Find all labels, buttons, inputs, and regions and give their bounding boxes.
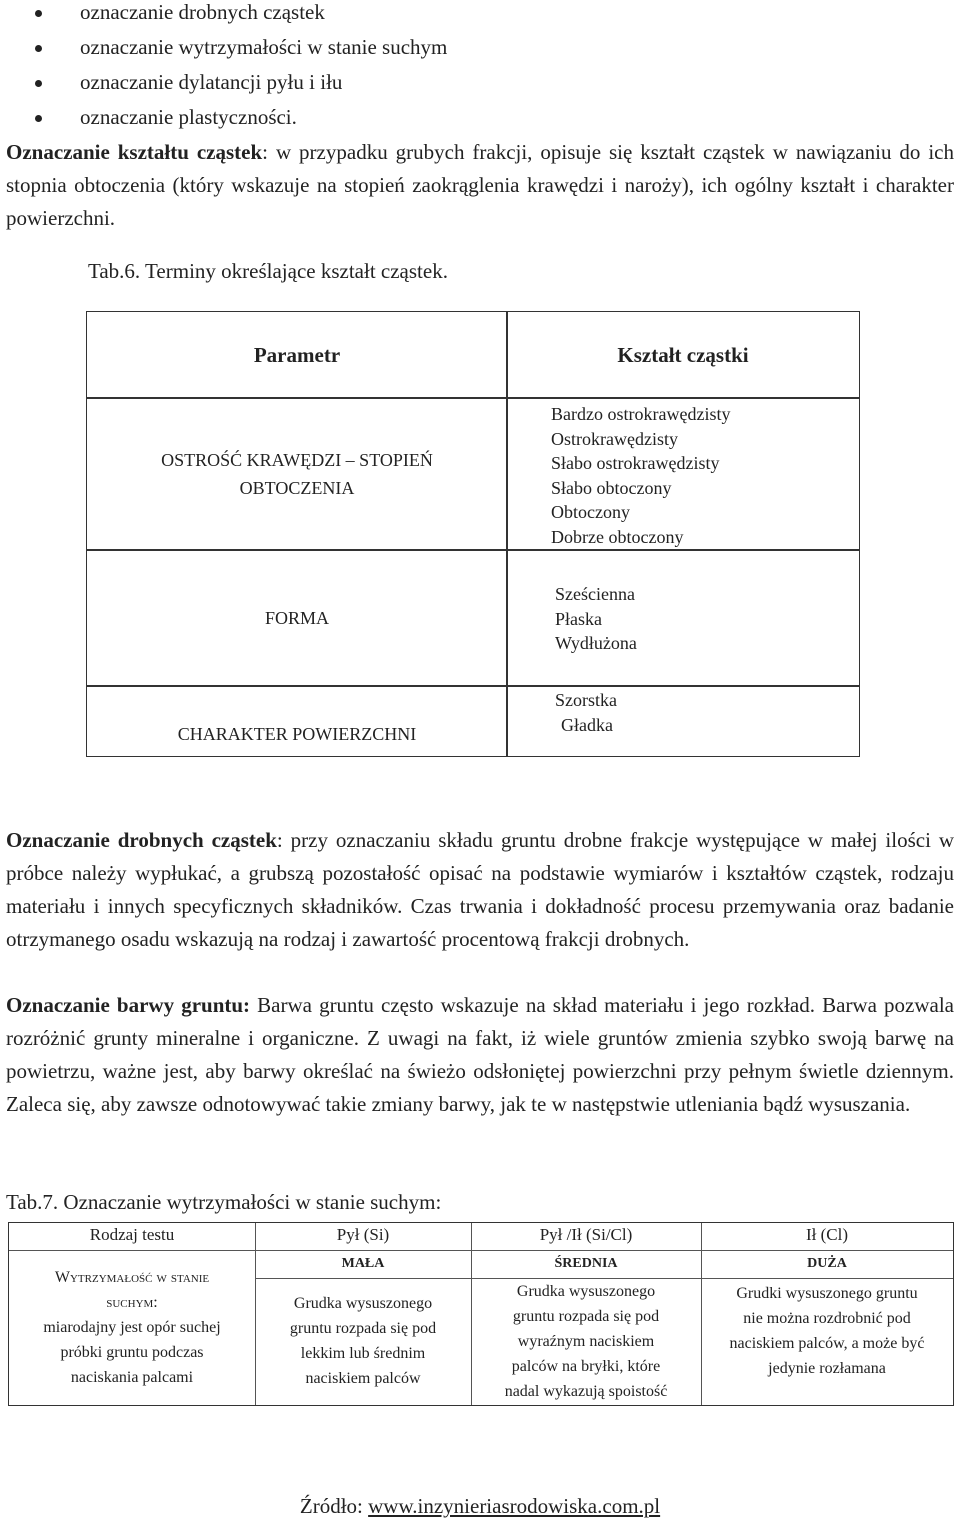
table-header: Ił (Cl) bbox=[805, 1225, 849, 1244]
value-item: Szorstka bbox=[555, 690, 617, 710]
table-row-values bbox=[506, 549, 860, 687]
value-item: Słabo obtoczony bbox=[551, 477, 672, 498]
bullet-list bbox=[0, 0, 960, 136]
list-item bbox=[0, 31, 960, 66]
list-item bbox=[0, 0, 960, 31]
fine-paragraph bbox=[6, 824, 954, 956]
table-row-param bbox=[86, 397, 508, 551]
dry-strength-table bbox=[8, 1222, 954, 1406]
cell-line: próbki gruntu podczas bbox=[60, 1344, 204, 1361]
source-label: Źródło: bbox=[299, 1494, 369, 1518]
bullet-icon bbox=[35, 45, 42, 52]
list-item-label: oznaczanie plastyczności. bbox=[80, 105, 297, 129]
paragraph-text: Barwa gruntu często wskazuje na skład materiału i jego rozkład. Barwa pozwala rozróżnić grunty mineralne i organiczne. Z uwagi na fakt, iż wiele gruntów zmienia szybko swoją barwę na powietrzu, ważne jest, aby barwy określać na świeżo odsłoniętej powierzchni przy pełnym świetle dziennym. Zaleca się, aby zawsze odnotowywać takie zmiany barwy, jak te w następstwie utleniania bądź wysuszania. bbox=[6, 993, 954, 1116]
cell-line: Wytrzymałość w stanie bbox=[54, 1269, 210, 1286]
table6-caption: Tab.6. Terminy określające kształt cząstek. bbox=[88, 259, 448, 283]
table-header-shape: Kształt cząstki bbox=[506, 311, 860, 399]
cell-line: nadal wykazują spoistość bbox=[504, 1383, 668, 1400]
level-label: MAŁA bbox=[341, 1256, 385, 1271]
paragraph-lead: Oznaczanie kształtu cząstek bbox=[6, 140, 263, 164]
list-item-label: oznaczanie dylatancji pyłu i iłu bbox=[80, 70, 343, 94]
table-header: Rodzaj testu bbox=[89, 1225, 175, 1244]
table-row-param bbox=[86, 685, 508, 757]
cell-line: nie można rozdrobnić pod bbox=[743, 1310, 911, 1327]
param-line: OBTOCZENIA bbox=[239, 478, 355, 498]
cell-line: palców na bryłki, które bbox=[511, 1358, 661, 1375]
table-row-param bbox=[86, 549, 508, 687]
value-item: Ostrokrawędzisty bbox=[551, 428, 678, 449]
param-line: FORMA bbox=[264, 608, 330, 628]
table-header: Pył /Ił (Si/Cl) bbox=[539, 1225, 633, 1244]
cell-line: jedynie rozłamana bbox=[768, 1360, 886, 1377]
cell-line: naciskiem palców, a może być bbox=[729, 1335, 925, 1352]
cell-line: gruntu rozpada się pod bbox=[289, 1320, 437, 1337]
list-item bbox=[0, 66, 960, 101]
param-line: CHARAKTER POWIERZCHNI bbox=[177, 724, 417, 744]
value-item: Gładka bbox=[561, 714, 613, 735]
value-item: Słabo ostrokrawędzisty bbox=[551, 453, 720, 473]
bullet-icon bbox=[35, 115, 42, 122]
paragraph-lead: Oznaczanie barwy gruntu: bbox=[6, 993, 251, 1017]
clay-description bbox=[701, 1281, 953, 1381]
value-item: Wydłużona bbox=[555, 633, 637, 653]
row-divider bbox=[9, 1250, 953, 1251]
list-item-label: oznaczanie drobnych cząstek bbox=[80, 0, 325, 24]
level-label: DUŻA bbox=[807, 1256, 847, 1271]
value-item: Sześcienna bbox=[555, 584, 635, 604]
paragraph-text: : w przypadku grubych frakcji, opisuje się kształt cząstek w nawiązaniu do ich stopnia obtoczenia (który wskazuje na stopień zaokrąglenia krawędzi i naroży), ich ogólny kształt i charakter powierzchni. bbox=[6, 140, 954, 230]
list-item bbox=[0, 101, 960, 136]
cell-line: naciskiem palców bbox=[305, 1370, 421, 1387]
shape-paragraph bbox=[6, 136, 954, 235]
cell-line: wyraźnym naciskiem bbox=[517, 1333, 655, 1350]
table-header: Pył (Si) bbox=[336, 1225, 390, 1244]
level-label: ŚREDNIA bbox=[554, 1256, 618, 1271]
source-link[interactable]: www.inzynieriasrodowiska.com.pl bbox=[368, 1494, 661, 1518]
table-header-param: Parametr bbox=[86, 311, 508, 399]
silt-clay-description bbox=[471, 1279, 701, 1404]
value-item: Obtoczony bbox=[551, 502, 630, 522]
cell-line: naciskania palcami bbox=[70, 1369, 194, 1386]
table7-caption: Tab.7. Oznaczanie wytrzymałości w stanie suchym: bbox=[6, 1190, 442, 1214]
cell-line: suchym: bbox=[106, 1294, 158, 1311]
cell-line: gruntu rozpada się pod bbox=[512, 1308, 660, 1325]
bullet-icon bbox=[35, 10, 42, 17]
cell-line: Grudka wysuszonego bbox=[293, 1295, 433, 1312]
list-item-label: oznaczanie wytrzymałości w stanie suchym bbox=[80, 35, 448, 59]
color-paragraph bbox=[6, 989, 954, 1121]
cell-line: lekkim lub średnim bbox=[300, 1345, 426, 1362]
shape-terms-table bbox=[86, 311, 860, 757]
source-footer bbox=[0, 1494, 960, 1519]
table-row-values bbox=[506, 397, 860, 551]
value-item: Płaska bbox=[555, 608, 602, 629]
bullet-icon bbox=[35, 80, 42, 87]
cell-line: Grudki wysuszonego gruntu bbox=[736, 1285, 918, 1302]
param-line: OSTROŚĆ KRAWĘDZI – STOPIEŃ bbox=[161, 450, 433, 470]
test-description bbox=[9, 1265, 255, 1390]
value-item: Dobrze obtoczony bbox=[551, 526, 684, 547]
table-row-values bbox=[506, 685, 860, 757]
cell-line: Grudka wysuszonego bbox=[516, 1283, 656, 1300]
cell-line: miarodajny jest opór suchej bbox=[43, 1319, 221, 1336]
paragraph-text: : przy oznaczaniu składu gruntu drobne frakcje występujące w małej ilości w próbce należy wypłukać, a grubszą pozostałość opisać na podstawie wymiarów i kształtów cząstek, rodzaju materiału i innych specyficznych składników. Czas trwania i dokładność procesu przemywania oraz badanie otrzymanego osadu wskazują na rodzaj i zawartość procentową frakcji drobnych. bbox=[6, 828, 954, 951]
paragraph-lead: Oznaczanie drobnych cząstek bbox=[6, 828, 277, 852]
silt-description bbox=[255, 1291, 471, 1391]
value-item: Bardzo ostrokrawędzisty bbox=[551, 404, 731, 424]
